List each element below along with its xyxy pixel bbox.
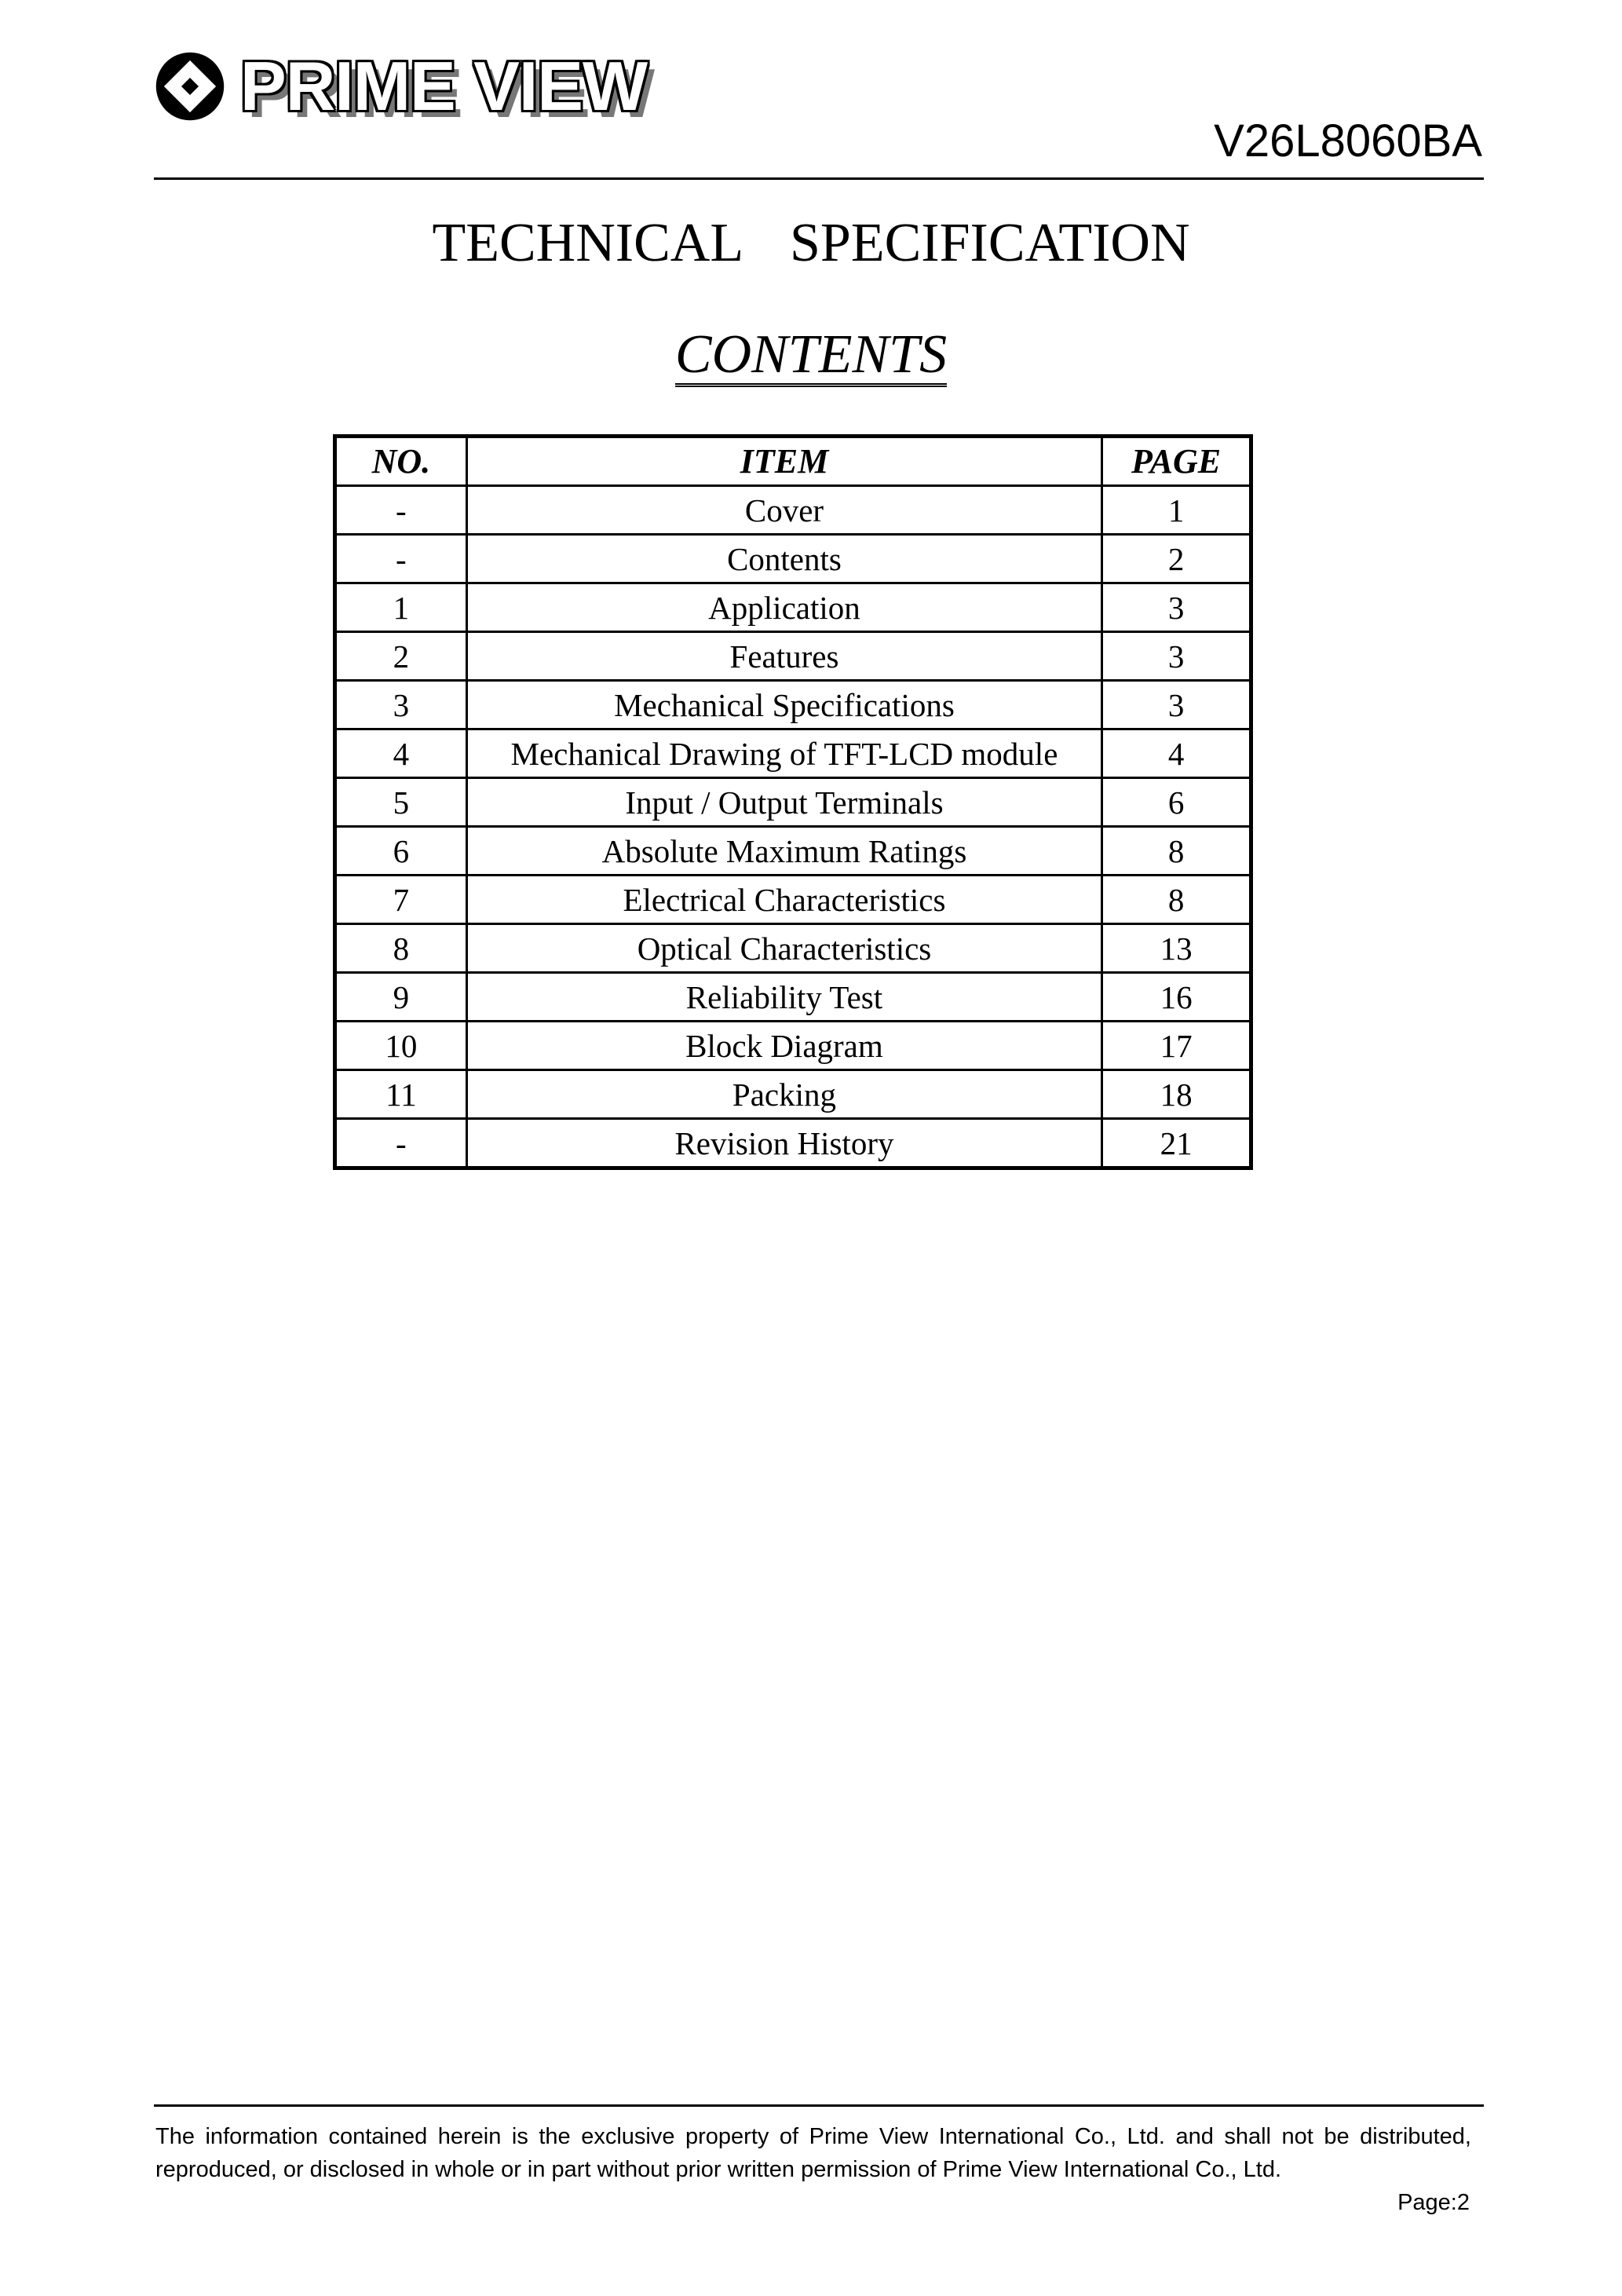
row-no: 8 <box>335 924 467 973</box>
row-no: 7 <box>335 876 467 924</box>
row-no: 4 <box>335 729 467 778</box>
contents-table <box>333 434 1253 1170</box>
table-row <box>335 1119 1251 1168</box>
table-row <box>335 876 1251 924</box>
row-item: Absolute Maximum Ratings <box>466 827 1101 876</box>
table-row <box>335 583 1251 632</box>
row-item: Mechanical Drawing of TFT-LCD module <box>466 729 1101 778</box>
header-divider <box>154 177 1484 180</box>
brand-name: PRIME VIEW <box>240 47 648 125</box>
row-no: - <box>335 535 467 583</box>
row-page: 2 <box>1102 535 1251 583</box>
row-no: 3 <box>335 681 467 729</box>
row-page: 6 <box>1102 778 1251 827</box>
table-row <box>335 827 1251 876</box>
row-page: 18 <box>1102 1070 1251 1119</box>
row-page: 17 <box>1102 1022 1251 1070</box>
row-page: 16 <box>1102 973 1251 1022</box>
row-page: 8 <box>1102 876 1251 924</box>
row-no: 9 <box>335 973 467 1022</box>
contents-heading-text: CONTENTS <box>675 328 947 387</box>
row-item: Contents <box>466 535 1101 583</box>
table-row <box>335 1070 1251 1119</box>
table-row <box>335 486 1251 535</box>
row-item: Block Diagram <box>466 1022 1101 1070</box>
row-item: Revision History <box>466 1119 1101 1168</box>
table-header-row <box>335 437 1251 486</box>
row-item: Reliability Test <box>466 973 1101 1022</box>
table-row <box>335 778 1251 827</box>
contents-heading <box>0 324 1622 387</box>
row-item: Cover <box>466 486 1101 535</box>
row-item: Packing <box>466 1070 1101 1119</box>
row-item: Input / Output Terminals <box>466 778 1101 827</box>
row-no: 5 <box>335 778 467 827</box>
table-row <box>335 973 1251 1022</box>
table-row <box>335 632 1251 681</box>
table-row <box>335 535 1251 583</box>
row-item: Mechanical Specifications <box>466 681 1101 729</box>
row-page: 4 <box>1102 729 1251 778</box>
row-no: 11 <box>335 1070 467 1119</box>
table-row <box>335 924 1251 973</box>
table-row <box>335 729 1251 778</box>
row-page: 8 <box>1102 827 1251 876</box>
row-no: 1 <box>335 583 467 632</box>
column-header-page: PAGE <box>1102 437 1251 486</box>
brand-logo <box>154 47 648 125</box>
row-no: - <box>335 1119 467 1168</box>
document-title: TECHNICAL SPECIFICATION <box>432 213 1190 273</box>
row-item: Application <box>466 583 1101 632</box>
row-no: 10 <box>335 1022 467 1070</box>
row-item: Features <box>466 632 1101 681</box>
row-no: 2 <box>335 632 467 681</box>
row-page: 13 <box>1102 924 1251 973</box>
table-row <box>335 1022 1251 1070</box>
table-row <box>335 681 1251 729</box>
row-page: 3 <box>1102 632 1251 681</box>
page-number: Page:2 <box>1397 2190 1470 2215</box>
row-no: 6 <box>335 827 467 876</box>
diamond-circle-logo-icon <box>154 50 226 122</box>
footer-notice: The information contained herein is the exclusive property of Prime View International Co., Ltd. and shall not be distributed, reproduced, or disclosed in whole or in part without prior written permission of Prime View International Co., Ltd. <box>155 2124 1471 2182</box>
model-number: V26L8060BA <box>1214 115 1482 166</box>
row-page: 3 <box>1102 583 1251 632</box>
row-page: 1 <box>1102 486 1251 535</box>
footer-divider <box>154 2104 1484 2107</box>
row-item: Electrical Characteristics <box>466 876 1101 924</box>
row-no: - <box>335 486 467 535</box>
row-page: 21 <box>1102 1119 1251 1168</box>
row-item: Optical Characteristics <box>466 924 1101 973</box>
row-page: 3 <box>1102 681 1251 729</box>
column-header-no: NO. <box>335 437 467 486</box>
column-header-item: ITEM <box>466 437 1101 486</box>
